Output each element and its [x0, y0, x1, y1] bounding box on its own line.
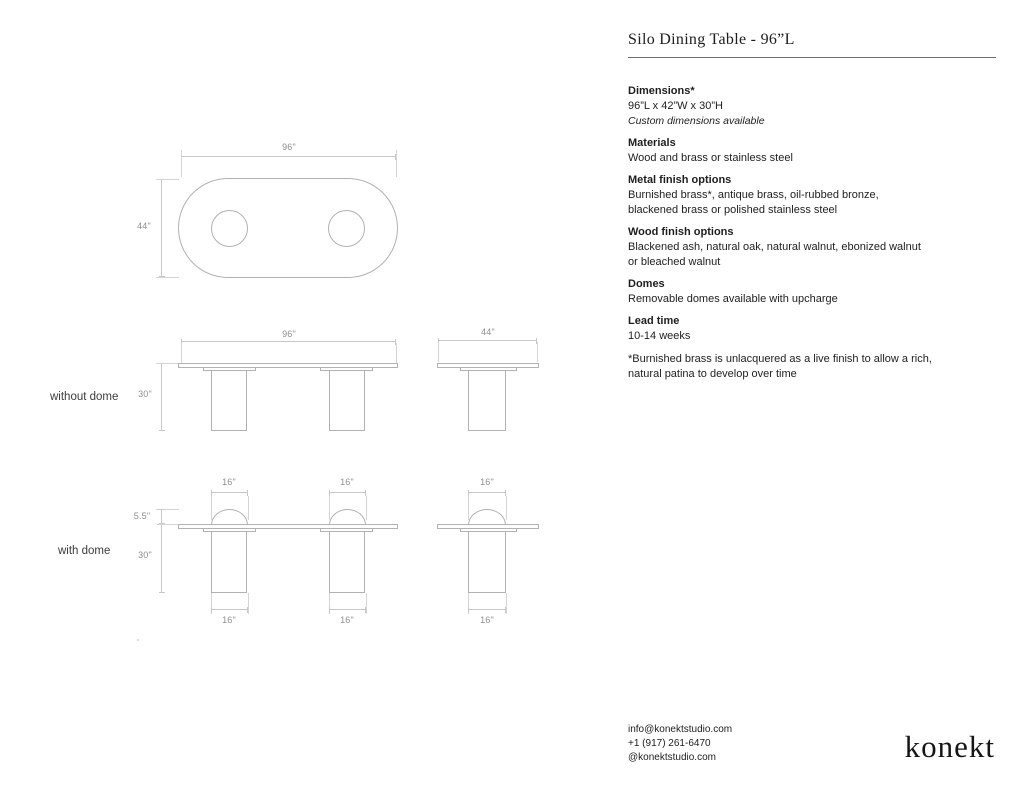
section-dimensions	[628, 84, 996, 129]
extension-line	[156, 363, 178, 364]
row-label-without-dome: without dome	[50, 391, 119, 403]
row-label-with-dome: with dome	[58, 545, 111, 557]
dome-height-dimension-label: 5.5"	[133, 511, 151, 521]
extension-line	[156, 179, 179, 180]
contact-phone: +1 (917) 261-6470	[628, 738, 711, 749]
title-rule	[628, 57, 996, 58]
extension-line	[248, 593, 249, 614]
section-domes	[628, 277, 996, 307]
plan-dome-circle-left	[211, 210, 248, 247]
section-text: 96”L x 42”W x 30”H	[628, 100, 723, 112]
contact-email: info@konektstudio.com	[628, 724, 733, 735]
section-metal-finish	[628, 173, 996, 218]
konekt-logo: konekt	[904, 729, 995, 764]
section-heading: Metal finish options	[628, 174, 732, 186]
section-text: 10-14 weeks	[628, 330, 691, 342]
front-leg-left	[211, 370, 247, 431]
section-text: Burnished brass*, antique brass, oil-rubbed bronze,	[628, 189, 879, 201]
extension-line	[181, 343, 182, 363]
extension-line	[537, 342, 538, 362]
section-text: Wood and brass or stainless steel	[628, 152, 793, 164]
extension-line	[181, 150, 182, 177]
end-dome-width-dimension-line	[468, 492, 506, 493]
plan-depth-dimension-line	[161, 179, 162, 277]
dome-height-dimension-line	[161, 509, 162, 524]
front-height-dimension-label: 30"	[138, 389, 152, 399]
dome-width-dimension-label-left: 16"	[222, 477, 236, 487]
leg-height-dimension-line	[161, 524, 162, 593]
leg-width-dimension-line-right	[329, 609, 366, 610]
front-width-dimension-line	[181, 341, 396, 342]
end-dome	[468, 509, 506, 525]
section-materials	[628, 136, 996, 166]
section-heading: Domes	[628, 278, 665, 290]
section-text: or bleached walnut	[628, 256, 721, 268]
dome-width-dimension-line-right	[329, 492, 366, 493]
leg-width-dimension-line-left	[211, 609, 248, 610]
dome-left	[211, 509, 248, 525]
page-title: Silo Dining Table - 96”L	[628, 31, 795, 48]
extension-line	[366, 593, 367, 614]
plan-width-dimension-label: 96"	[282, 142, 296, 152]
extension-line	[366, 496, 367, 520]
plan-width-dimension-line	[181, 156, 396, 157]
spec-column	[628, 30, 996, 382]
end-leg	[468, 370, 506, 431]
front-height-dimension-line	[161, 363, 162, 431]
front-leg-right	[329, 370, 365, 431]
section-text: Removable domes available with upcharge	[628, 293, 838, 305]
leg-width-dimension-label-right: 16"	[340, 615, 354, 625]
section-lead-time	[628, 314, 996, 344]
extension-line	[506, 496, 507, 520]
extension-line	[156, 277, 179, 278]
extension-line	[248, 496, 249, 520]
footnote-text: natural patina to develop over time	[628, 368, 797, 380]
stray-mark	[137, 639, 139, 641]
end-width-dimension-label: 44"	[481, 327, 495, 337]
leg-height-dimension-label: 30"	[138, 550, 152, 560]
section-text: Blackened ash, natural oak, natural walnut, ebonized walnut	[628, 241, 921, 253]
front-width-dimension-label: 96"	[282, 329, 296, 339]
end-width-dimension-line	[438, 340, 537, 341]
extension-line	[396, 343, 397, 363]
end-dome-width-dimension-label: 16"	[480, 477, 494, 487]
section-wood-finish	[628, 225, 996, 270]
end-dome-leg	[468, 531, 506, 593]
contact-social-handle: @konektstudio.com	[628, 752, 716, 763]
end-leg-width-dimension-label: 16"	[480, 615, 494, 625]
plan-dome-circle-right	[328, 210, 365, 247]
plan-depth-dimension-label: 44"	[137, 221, 151, 231]
section-heading: Wood finish options	[628, 226, 734, 238]
footnote-text: *Burnished brass is unlacquered as a live finish to allow a rich,	[628, 353, 932, 365]
section-heading: Lead time	[628, 315, 680, 327]
section-heading: Dimensions*	[628, 85, 695, 97]
footnote	[628, 352, 996, 382]
section-note: Custom dimensions available	[628, 115, 765, 127]
extension-line	[211, 496, 212, 520]
end-leg-width-dimension-line	[468, 609, 506, 610]
contact-block	[628, 723, 732, 765]
dome-width-dimension-line-left	[211, 492, 248, 493]
dome-width-dimension-label-right: 16"	[340, 477, 354, 487]
extension-line	[506, 593, 507, 614]
extension-line	[396, 150, 397, 177]
section-text: blackened brass or polished stainless steel	[628, 204, 838, 216]
dome-front-leg-right	[329, 531, 365, 593]
dome-right	[329, 509, 366, 525]
leg-width-dimension-label-left: 16"	[222, 615, 236, 625]
extension-line	[438, 342, 439, 362]
section-heading: Materials	[628, 137, 676, 149]
extension-line	[157, 524, 178, 525]
extension-line	[468, 496, 469, 520]
extension-line	[329, 496, 330, 520]
dome-front-leg-left	[211, 531, 247, 593]
